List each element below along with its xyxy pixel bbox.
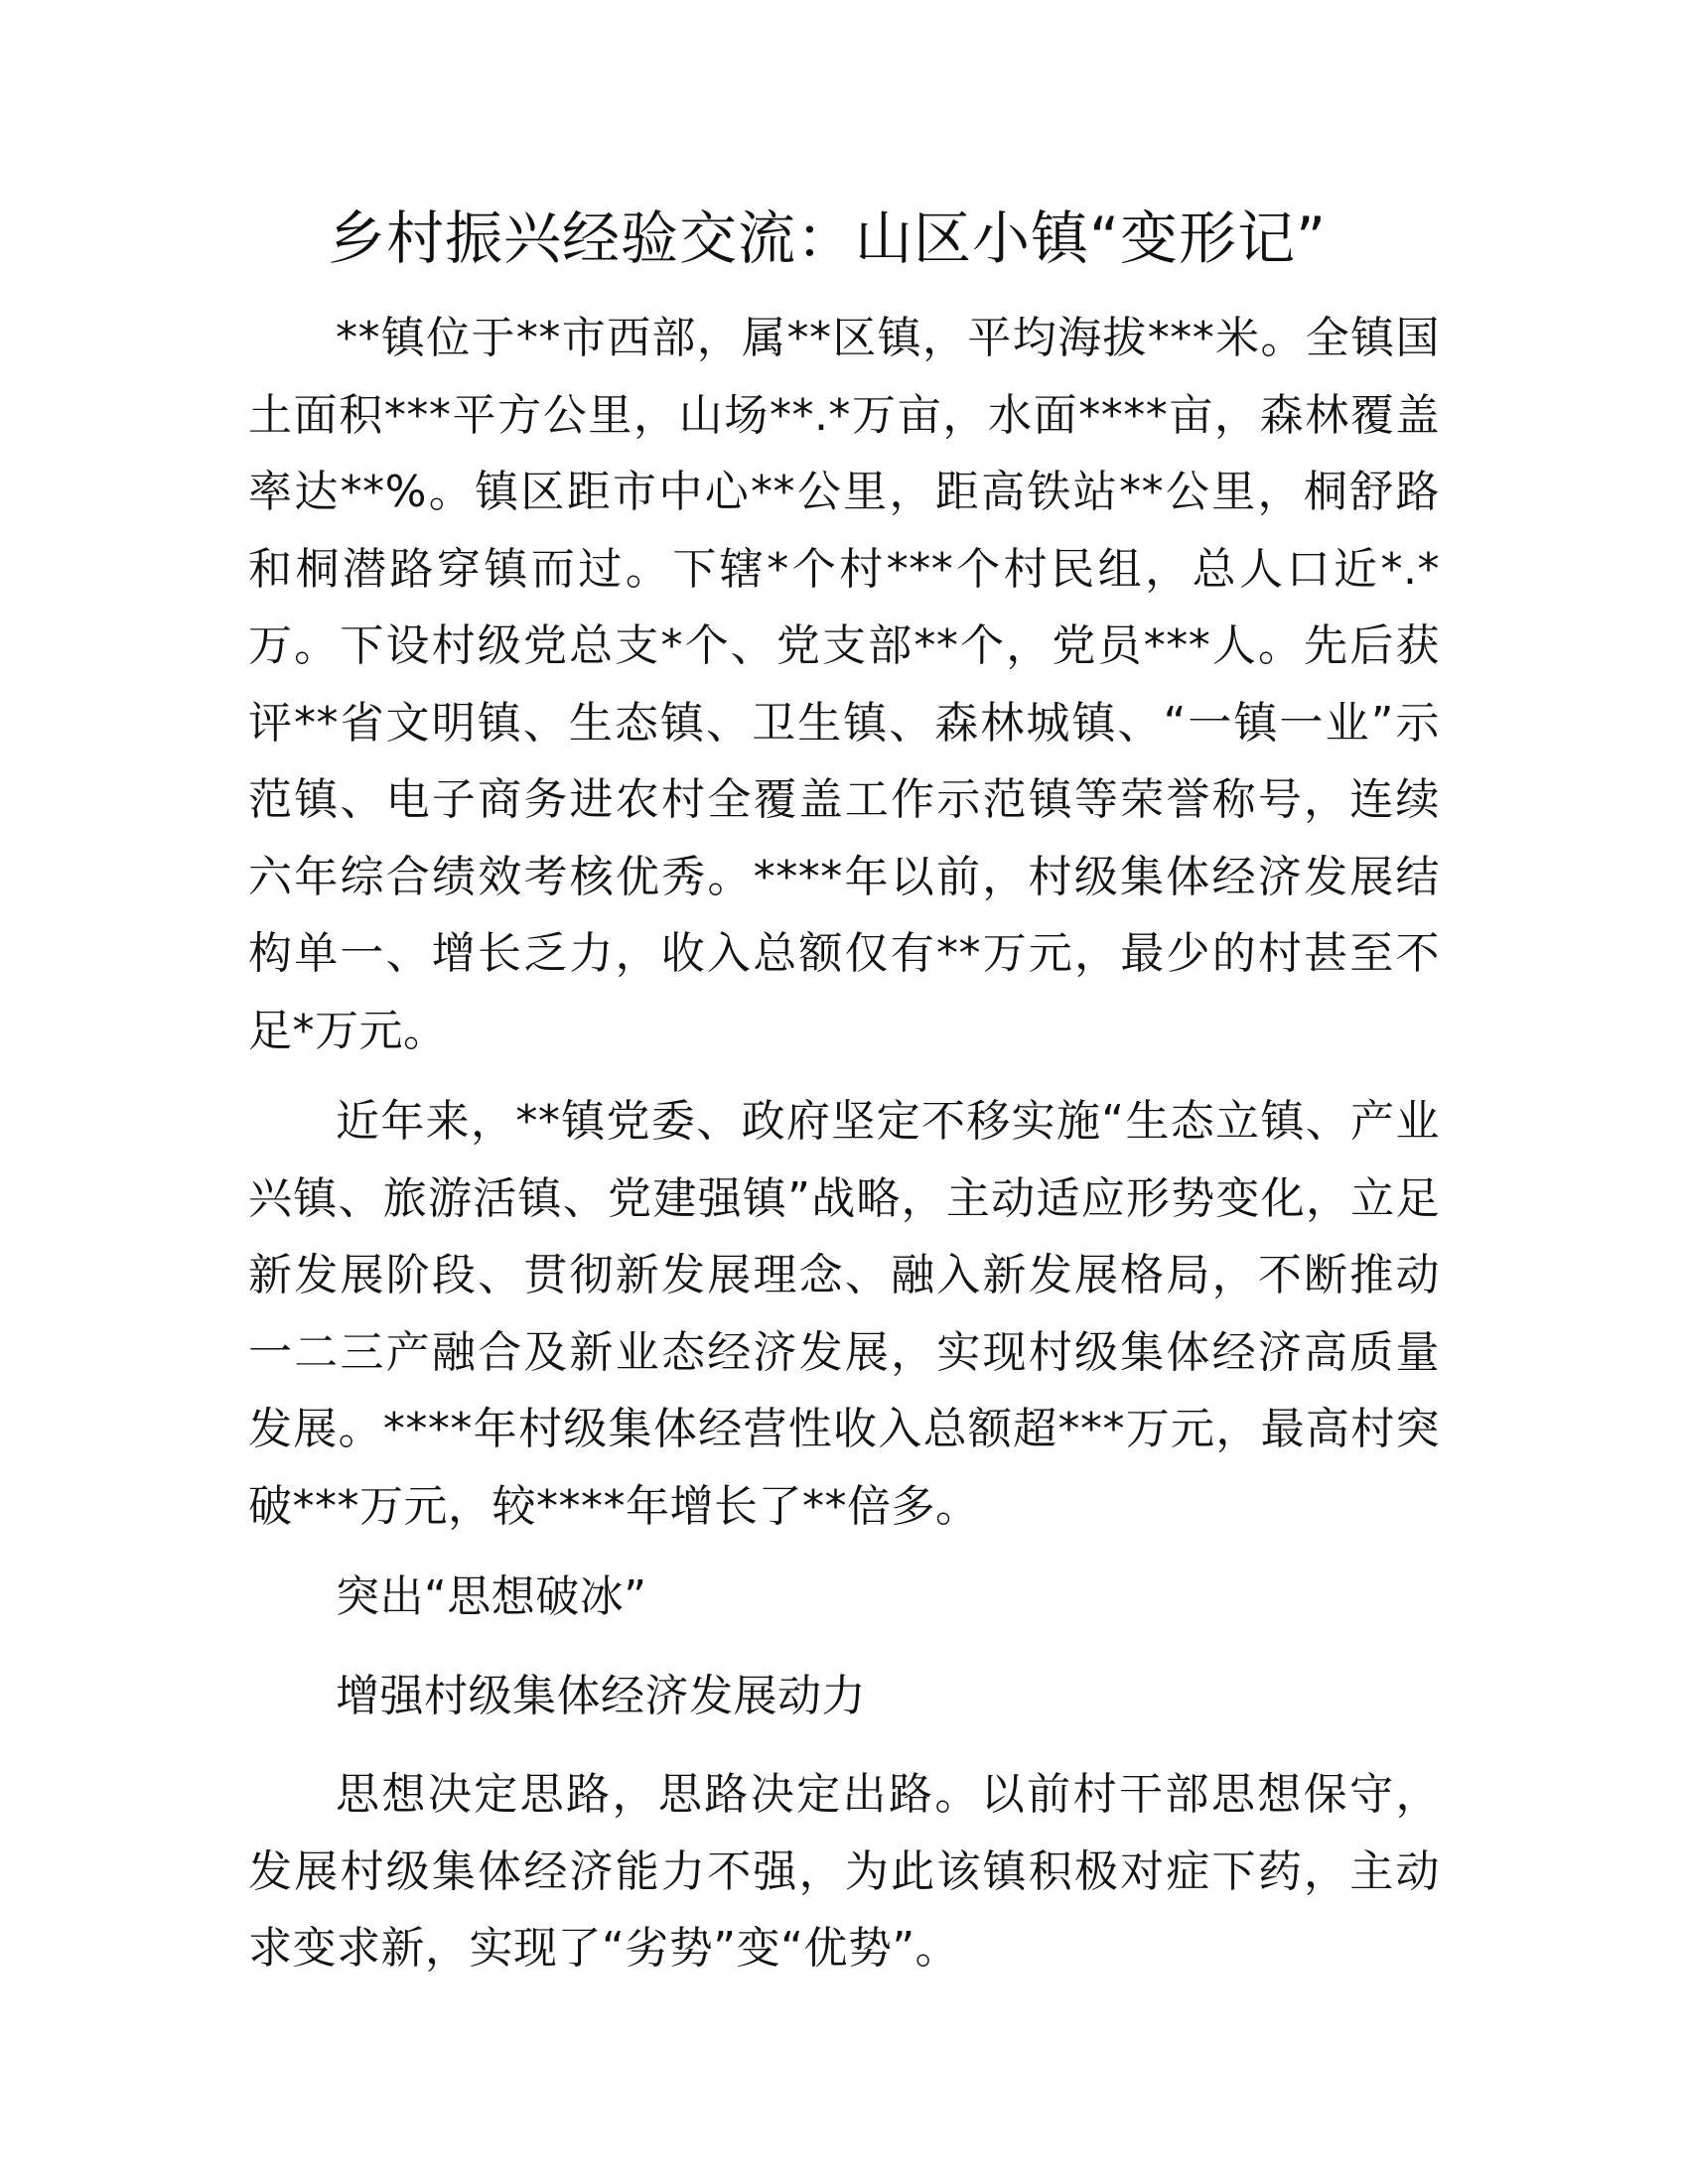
- section-subheading: 增强村级集体经济发展动力: [336, 1670, 866, 1721]
- document-title: 乡村振兴经验交流：山区小镇“变形记”: [328, 205, 1328, 272]
- paragraph-intro: **镇位于**市西部，属**区镇，平均海拔***米。全镇国土面积***平方公里，山场**.*万亩，水面****亩，森林覆盖率达**%。镇区距市中心**公里，距高铁站**公里，桐舒路和桐潜路穿镇而过。下辖*个村***个村民组，总人口近*.*万。下设村级党总支*个、党支部**个，党员***人。先后获评**省文明镇、生态镇、卫生镇、森林城镇、“一镇一业”示范镇、电子商务进农村全覆盖工作示范镇等荣誉称号，连续六年综合绩效考核优秀。****年以前，村级集体经济发展结构单一、增长乏力，收入总额仅有**万元，最少的村甚至不足*万元。: [248, 313, 1440, 1056]
- paragraph-development: 近年来，**镇党委、政府坚定不移实施“生态立镇、产业兴镇、旅游活镇、党建强镇”战略，主动适应形势变化，立足新发展阶段、贯彻新发展理念、融入新发展格局，不断推动一二三产融合及新业态经济发展，实现村级集体经济高质量发展。****年村级集体经营性收入总额超***万元，最高村突破***万元，较****年增长了**倍多。: [248, 1096, 1440, 1532]
- paragraph-thinking: 思想决定思路，思路决定出路。以前村干部思想保守，发展村级集体经济能力不强，为此该镇积极对症下药，主动求变求新，实现了“劣势”变“优势”。: [248, 1769, 1440, 1974]
- document-body: [248, 189, 1440, 2001]
- section-heading: 突出“思想破冰”: [336, 1571, 647, 1622]
